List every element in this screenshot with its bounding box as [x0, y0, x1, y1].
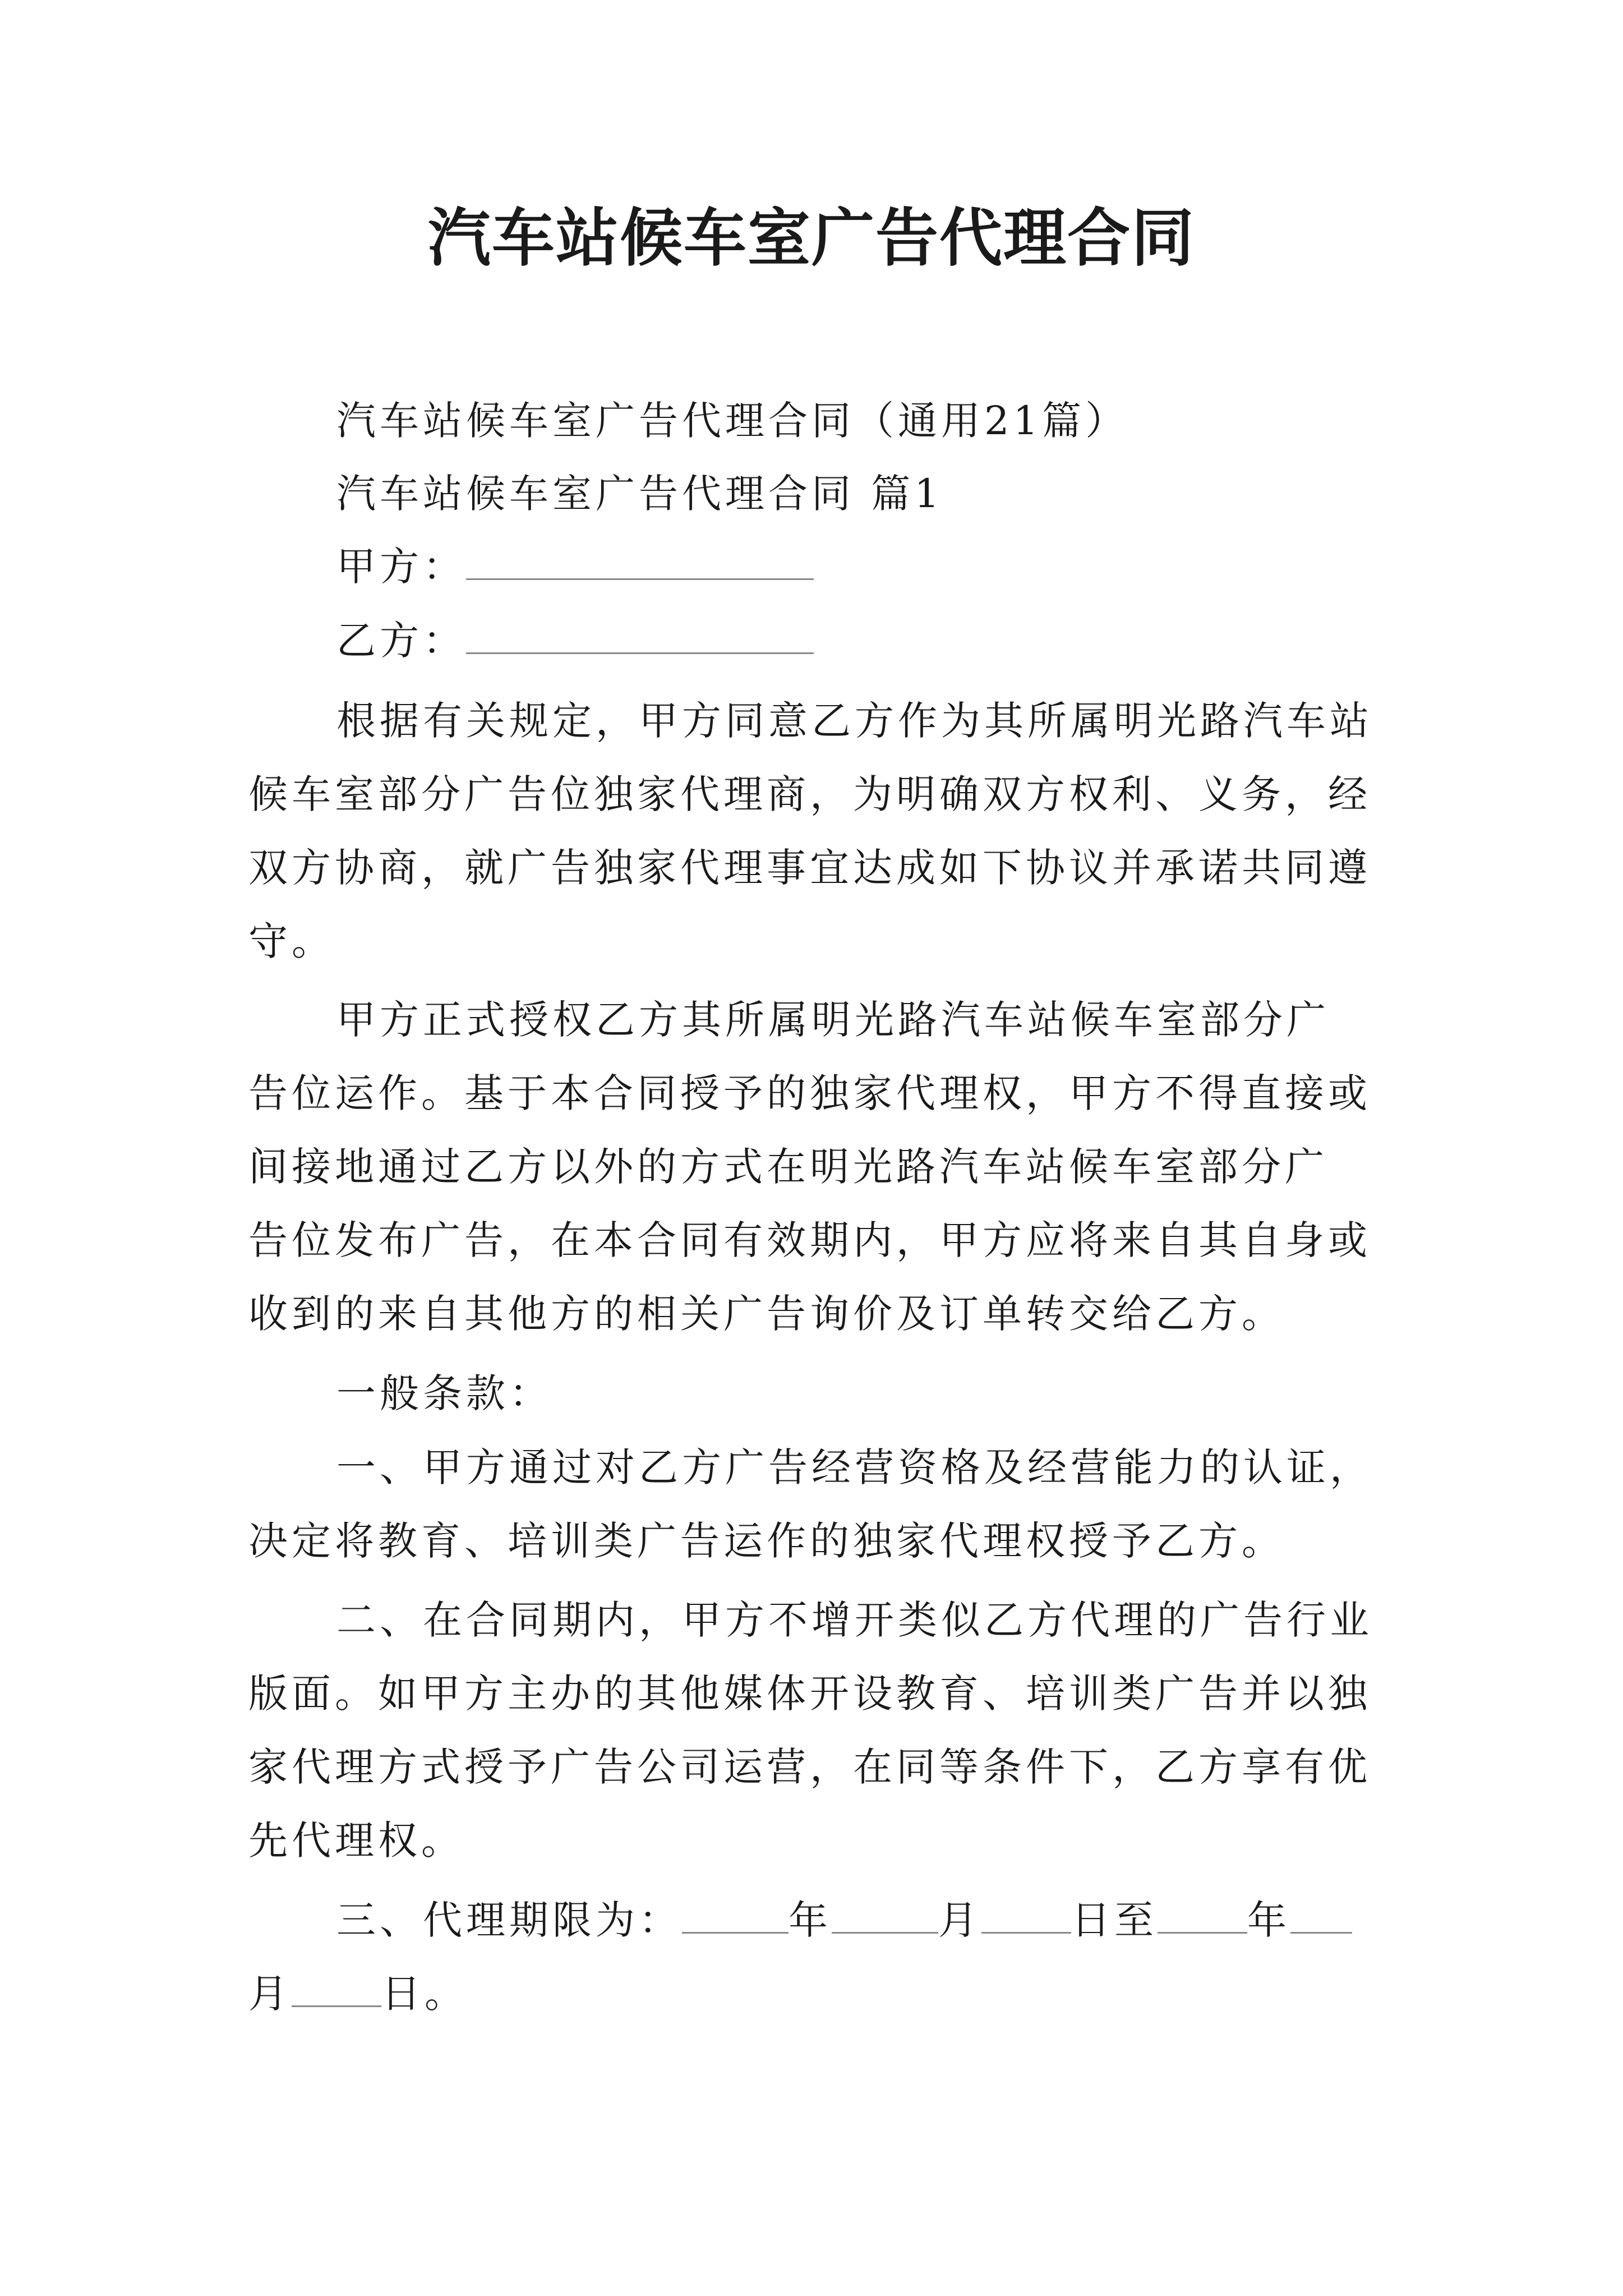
- end-day-blank: [292, 1966, 381, 2007]
- section-heading: 汽车站候车室广告代理合同 篇1: [336, 471, 943, 517]
- general-terms-heading: 一般条款：: [336, 1370, 552, 1416]
- day-to-label: 日至: [1071, 1897, 1158, 1943]
- end-day-label: 日。: [381, 1971, 468, 2017]
- month-blank: [832, 1893, 938, 1934]
- clause-2-line: 家代理方式授予广告公司运营，在同等条件下，乙方享有优: [248, 1744, 1371, 1790]
- end-month-blank: [1290, 1893, 1352, 1934]
- year-blank: [682, 1893, 789, 1934]
- paragraph-1-line: 守。: [248, 918, 335, 964]
- month-label: 月: [938, 1897, 981, 1943]
- clause-3-lead: 三、代理期限为：: [336, 1897, 682, 1943]
- paragraph-2-line: 甲方正式授权乙方其所属明光路汽车站候车室部分广: [336, 997, 1330, 1043]
- document-title: 汽车站候车室广告代理合同: [428, 201, 1195, 275]
- paragraph-2-line: 告位运作。基于本合同授予的独家代理权，甲方不得直接或: [248, 1070, 1371, 1116]
- paragraph-2-line: 收到的来自其他方的相关广告询价及订单转交给乙方。: [248, 1291, 1285, 1337]
- clause-1-line: 决定将教育、培训类广告运作的独家代理权授予乙方。: [248, 1518, 1285, 1564]
- end-year-blank: [1158, 1893, 1247, 1934]
- paragraph-2-line: 告位发布广告，在本合同有效期内，甲方应将来自其自身或: [248, 1217, 1371, 1263]
- party-a-blank: [466, 539, 814, 580]
- year-label: 年: [789, 1897, 832, 1943]
- paragraph-1-line: 候车室部分广告位独家代理商，为明确双方权利、义务，经: [248, 771, 1371, 817]
- paragraph-1-line: 根据有关规定，甲方同意乙方作为其所属明光路汽车站: [336, 698, 1373, 744]
- party-b-line: [336, 613, 1402, 669]
- clause-3-line: [248, 1966, 1393, 2022]
- end-year-label: 年: [1247, 1897, 1290, 1943]
- party-a-label: 甲方：: [336, 544, 466, 590]
- clause-3-line: [336, 1892, 1402, 1948]
- day-blank: [981, 1893, 1071, 1934]
- party-b-label: 乙方：: [336, 618, 466, 664]
- end-month-label: 月: [248, 1971, 292, 2017]
- party-b-blank: [466, 613, 814, 654]
- clause-2-line: 版面。如甲方主办的其他媒体开设教育、培训类广告并以独: [248, 1671, 1371, 1717]
- clause-1-line: 一、甲方通过对乙方广告经营资格及经营能力的认证，: [336, 1444, 1373, 1490]
- clause-2-line: 先代理权。: [248, 1818, 464, 1864]
- paragraph-2-line: 间接地通过乙方以外的方式在明光路汽车站候车室部分广: [248, 1144, 1328, 1190]
- party-a-line: [336, 539, 1402, 595]
- clause-2-line: 二、在合同期内，甲方不增开类似乙方代理的广告行业: [336, 1597, 1373, 1643]
- paragraph-1-line: 双方协商，就广告独家代理事宜达成如下协议并承诺共同遵: [248, 845, 1371, 891]
- document-subtitle: 汽车站候车室广告代理合同（通用21篇）: [336, 398, 1129, 444]
